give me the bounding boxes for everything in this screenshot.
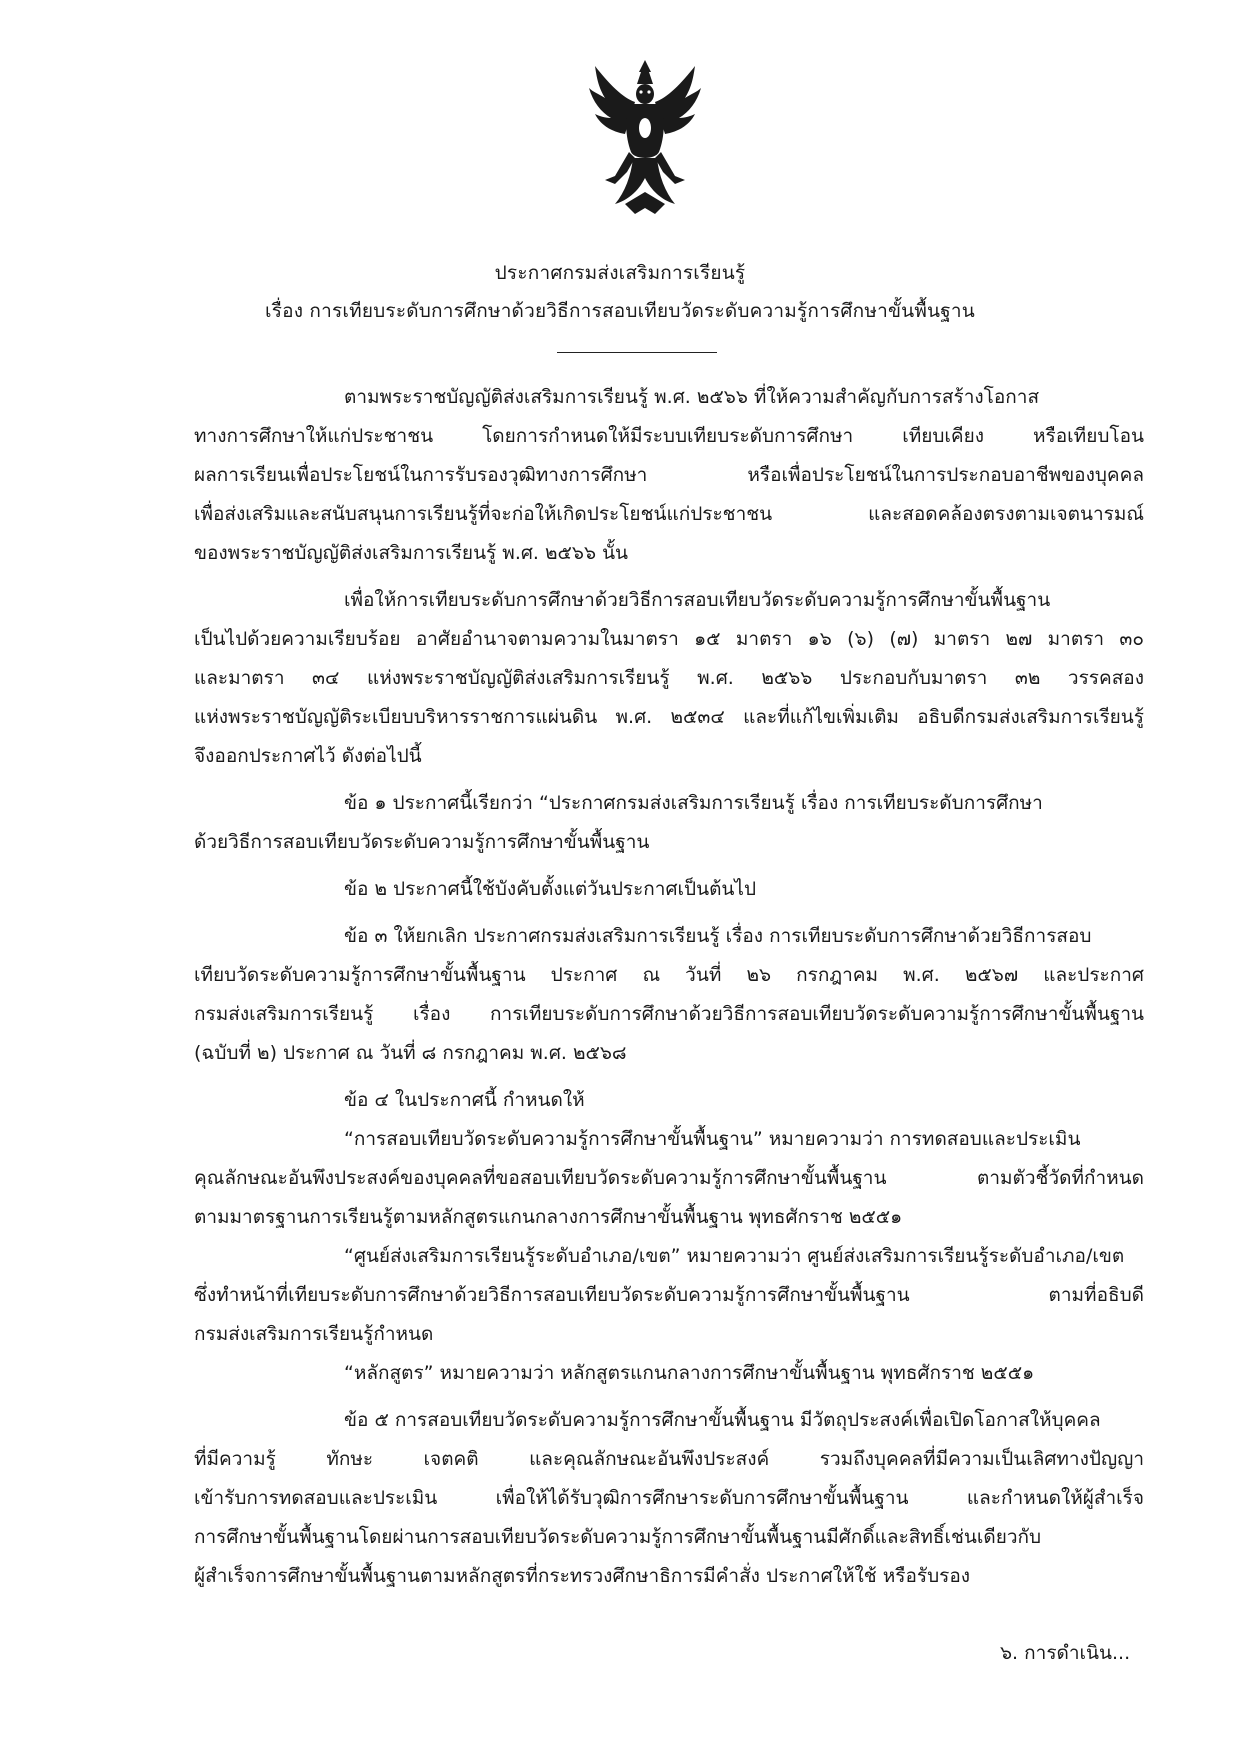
paragraph-line: ข้อ ๒ ประกาศนี้ใช้บังคับตั้งแต่วันประกาศเป็นต้นไป	[344, 878, 757, 900]
paragraph-line: และมาตรา ๓๔ แห่งพระราชบัญญัติส่งเสริมการเรียนรู้ พ.ศ. ๒๕๖๖ ประกอบกับมาตรา ๓๒ วรรคสอง	[194, 667, 1144, 689]
definition-line: “หลักสูตร” หมายความว่า หลักสูตรแกนกลางการศึกษาขั้นพื้นฐาน พุทธศักราช ๒๕๕๑	[344, 1362, 1035, 1384]
paragraph-line: ตามพระราชบัญญัติส่งเสริมการเรียนรู้ พ.ศ. ๒๕๖๖ ที่ให้ความสำคัญกับการสร้างโอกาส	[344, 386, 1040, 408]
paragraph-line: คุณลักษณะอันพึงประสงค์ของบุคคลที่ขอสอบเทียบวัดระดับความรู้การศึกษาขั้นพื้นฐาน ตามตัวชี้วัดที่กำหนด	[194, 1167, 1144, 1189]
announcement-subject: เรื่อง การเทียบระดับการศึกษาด้วยวิธีการสอบเทียบวัดระดับความรู้การศึกษาขั้นพื้นฐาน	[265, 300, 975, 322]
paragraph-line: ข้อ ๓ ให้ยกเลิก ประกาศกรมส่งเสริมการเรียนรู้ เรื่อง การเทียบระดับการศึกษาด้วยวิธีการสอบ	[344, 925, 1092, 947]
announcement-org: ประกาศกรมส่งเสริมการเรียนรู้	[494, 262, 746, 284]
definition-line: “ศูนย์ส่งเสริมการเรียนรู้ระดับอำเภอ/เขต” หมายความว่า ศูนย์ส่งเสริมการเรียนรู้ระดับอำเภอ/เขต	[344, 1245, 1125, 1267]
definition-line: “การสอบเทียบวัดระดับความรู้การศึกษาขั้นพื้นฐาน” หมายความว่า การทดสอบและประเมิน	[344, 1128, 1081, 1150]
paragraph-line: เพื่อส่งเสริมและสนับสนุนการเรียนรู้ที่จะก่อให้เกิดประโยชน์แก่ประชาชน และสอดคล้องตรงตามเจตนารมณ์	[194, 503, 1144, 525]
paragraph-line: ข้อ ๑ ประกาศนี้เรียกว่า “ประกาศกรมส่งเสริมการเรียนรู้ เรื่อง การเทียบระดับการศึกษา	[344, 792, 1043, 814]
paragraph-line: ผู้สำเร็จการศึกษาขั้นพื้นฐานตามหลักสูตรที่กระทรวงศึกษาธิการมีคำสั่ง ประกาศให้ใช้ หรือรับรอง	[194, 1565, 971, 1587]
paragraph-line: กรมส่งเสริมการเรียนรู้กำหนด	[194, 1323, 434, 1345]
garuda-emblem-icon	[585, 58, 705, 218]
paragraph-line: กรมส่งเสริมการเรียนรู้ เรื่อง การเทียบระดับการศึกษาด้วยวิธีการสอบเทียบวัดระดับความรู้การศึกษาขั้นพื้นฐาน	[194, 1003, 1144, 1025]
paragraph-line: ทางการศึกษาให้แก่ประชาชน โดยการกำหนดให้มีระบบเทียบระดับการศึกษา เทียบเคียง หรือเทียบโอน	[194, 425, 1144, 447]
paragraph-line: ตามมาตรฐานการเรียนรู้ตามหลักสูตรแกนกลางการศึกษาขั้นพื้นฐาน พุทธศักราช ๒๕๕๑	[194, 1206, 903, 1228]
paragraph-line: การศึกษาขั้นพื้นฐานโดยผ่านการสอบเทียบวัดระดับความรู้การศึกษาขั้นพื้นฐานมีศักดิ์และสิทธิ์เช่นเดียวกับ	[194, 1526, 1042, 1548]
paragraph-line: ข้อ ๔ ในประกาศนี้ กำหนดให้	[344, 1089, 585, 1111]
continuation-marker: ๖. การดำเนิน...	[1000, 1642, 1131, 1664]
paragraph-line: จึงออกประกาศไว้ ดังต่อไปนี้	[194, 745, 422, 767]
paragraph-line: ที่มีความรู้ ทักษะ เจตคติ และคุณลักษณะอันพึงประสงค์ รวมถึงบุคคลที่มีความเป็นเลิศทางปัญญา	[194, 1448, 1144, 1470]
paragraph-line: ด้วยวิธีการสอบเทียบวัดระดับความรู้การศึกษาขั้นพื้นฐาน	[194, 831, 650, 853]
paragraph-line: ผลการเรียนเพื่อประโยชน์ในการรับรองวุฒิทางการศึกษา หรือเพื่อประโยชน์ในการประกอบอาชีพของบุคคล	[194, 464, 1144, 486]
paragraph-line: เป็นไปด้วยความเรียบร้อย อาศัยอำนาจตามความในมาตรา ๑๕ มาตรา ๑๖ (๖) (๗) มาตรา ๒๗ มาตรา ๓๐	[194, 628, 1144, 650]
paragraph-line: ของพระราชบัญญัติส่งเสริมการเรียนรู้ พ.ศ. ๒๕๖๖ นั้น	[194, 542, 629, 564]
paragraph-line: เพื่อให้การเทียบระดับการศึกษาด้วยวิธีการสอบเทียบวัดระดับความรู้การศึกษาขั้นพื้นฐาน	[344, 589, 1051, 611]
paragraph-line: (ฉบับที่ ๒) ประกาศ ณ วันที่ ๘ กรกฎาคม พ.ศ. ๒๕๖๘	[194, 1042, 627, 1064]
paragraph-line: ข้อ ๕ การสอบเทียบวัดระดับความรู้การศึกษาขั้นพื้นฐาน มีวัตถุประสงค์เพื่อเปิดโอกาสให้บุคคล	[344, 1409, 1101, 1431]
header-divider	[557, 352, 717, 353]
paragraph-line: ซึ่งทำหน้าที่เทียบระดับการศึกษาด้วยวิธีการสอบเทียบวัดระดับความรู้การศึกษาขั้นพื้นฐาน ตามที่อธิบดี	[194, 1284, 1144, 1306]
paragraph-line: แห่งพระราชบัญญัติระเบียบบริหารราชการแผ่นดิน พ.ศ. ๒๕๓๔ และที่แก้ไขเพิ่มเติม อธิบดีกรมส่งเสริมการเรียนรู้	[194, 706, 1144, 728]
paragraph-line: เทียบวัดระดับความรู้การศึกษาขั้นพื้นฐาน ประกาศ ณ วันที่ ๒๖ กรกฎาคม พ.ศ. ๒๕๖๗ และประกาศ	[194, 964, 1144, 986]
paragraph-line: เข้ารับการทดสอบและประเมิน เพื่อให้ได้รับวุฒิการศึกษาระดับการศึกษาขั้นพื้นฐาน และกำหนดให้ผู้สำเร็จ	[194, 1487, 1144, 1509]
